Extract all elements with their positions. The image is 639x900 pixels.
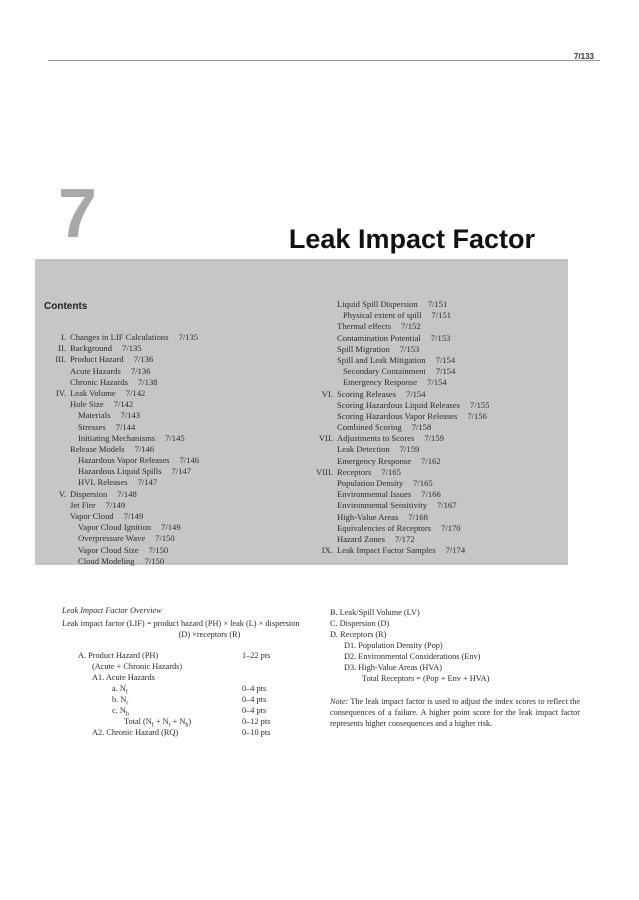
- toc-entry: [311, 366, 489, 377]
- toc-title: HVL Releases: [78, 477, 128, 488]
- toc-entry: [44, 556, 199, 567]
- note-label: Note:: [330, 697, 349, 706]
- toc-title: Changes in LIF Calculations: [70, 332, 169, 342]
- toc-page: 7/143: [120, 410, 141, 421]
- toc-roman: I.: [60, 332, 66, 342]
- toc-page: 7/151: [427, 299, 448, 309]
- toc-title: Secondary Containment: [343, 366, 426, 377]
- toc-entry: [311, 310, 489, 321]
- overview-item-label: Total $(N_f + N_r + N_h)$: [124, 717, 192, 729]
- toc-roman: V.: [58, 488, 66, 499]
- toc-title: Environmental Issues: [337, 489, 412, 500]
- toc-title: Leak Detection: [337, 444, 390, 455]
- overview-item-label: (Acute + Chronic Hazards): [92, 662, 183, 671]
- toc-title: Scoring Hazardous Vapor Releases: [337, 410, 458, 421]
- toc-title: Cloud Modeling: [78, 555, 135, 566]
- toc-title: Vapor Cloud Size: [78, 544, 139, 555]
- receptor-line: D3. High-Value Areas (HVA): [344, 663, 443, 672]
- toc-entry: [311, 422, 489, 433]
- toc-page: 7/158: [411, 422, 432, 433]
- toc-entry: [311, 545, 489, 556]
- overview-item-points: 0–10 pts: [242, 728, 271, 737]
- toc-entry: [311, 411, 489, 422]
- toc-title: Combined Scoring: [337, 422, 402, 433]
- toc-page: 7/159: [399, 444, 420, 455]
- toc-title: Contamination Potential: [337, 332, 421, 343]
- receptor-line: Total Receptors = (Pop + Env + HVA): [362, 674, 490, 683]
- toc-page: 7/136: [130, 365, 151, 376]
- overview-item: [62, 716, 317, 727]
- toc-title: Stresses: [78, 421, 106, 432]
- toc-entry: [311, 456, 489, 467]
- toc-title: Release Models: [70, 443, 125, 454]
- toc-roman: IX.: [321, 545, 333, 556]
- receptor-line: C. Dispersion (D): [330, 619, 390, 628]
- toc-title: Hazardous Liquid Spills: [78, 466, 162, 477]
- toc-page: 7/148: [117, 488, 137, 499]
- toc-title: Vapor Cloud Ignition: [78, 522, 152, 533]
- overview-item-label: A1. Acute Hazards: [92, 673, 155, 682]
- receptor-line: B. Leak/Spill Volume (LV): [330, 608, 420, 617]
- toc-roman: VII.: [318, 433, 333, 444]
- right-column: [330, 607, 580, 729]
- toc-left-column: [44, 332, 199, 567]
- toc-page: 7/142: [113, 399, 134, 410]
- toc-entry: [44, 433, 199, 444]
- toc-page: 7/167: [437, 500, 457, 511]
- toc-entry: [311, 321, 489, 332]
- toc-page: 7/151: [431, 310, 452, 321]
- toc-page: 7/146: [134, 443, 155, 454]
- toc-page: 7/142: [125, 387, 146, 398]
- overview-item-label: c. $N_h$: [112, 706, 129, 718]
- toc-page: 7/135: [178, 332, 199, 342]
- overview-item: [62, 672, 317, 683]
- toc-page: 7/154: [405, 388, 426, 399]
- overview-item: [62, 661, 317, 672]
- contents-box: [35, 259, 568, 565]
- toc-entry: [311, 389, 489, 400]
- overview-item: [62, 727, 317, 738]
- toc-entry: [44, 533, 199, 544]
- toc-roman: III.: [55, 354, 66, 365]
- overview-items: [62, 650, 317, 738]
- toc-entry: [44, 545, 199, 556]
- toc-title: Dispersion: [70, 488, 108, 499]
- toc-entry: [44, 388, 199, 399]
- toc-page: 7/138: [138, 376, 158, 387]
- receptor-line: D1. Population Density (Pop): [344, 641, 443, 650]
- toc-page: 7/155: [469, 399, 490, 410]
- toc-entry: [44, 489, 199, 500]
- toc-page: 7/168: [408, 511, 428, 522]
- formula-line-2: (D) ×receptors (R): [178, 630, 241, 639]
- toc-title: Vapor Cloud: [70, 511, 114, 521]
- toc-entry: [311, 489, 489, 500]
- toc-title: Product Hazard: [70, 354, 124, 365]
- overview-item: [62, 650, 317, 661]
- toc-page: 7/150: [144, 555, 165, 566]
- toc-roman: VIII.: [316, 466, 333, 477]
- contents-heading: Contents: [44, 301, 88, 312]
- overview-item-points: 0–12 pts: [242, 717, 271, 726]
- toc-title: Leak Impact Factor Samples: [337, 545, 436, 556]
- overview-item-label: A. Product Hazard (PH): [78, 651, 159, 660]
- toc-entry: [311, 344, 489, 355]
- toc-title: Scoring Releases: [337, 388, 396, 399]
- toc-page: 7/147: [137, 477, 158, 488]
- toc-page: 7/147: [171, 466, 192, 477]
- overview-item-label: a. $N_f$: [112, 684, 128, 696]
- toc-entry: [311, 299, 489, 310]
- overview-item: [62, 683, 317, 694]
- page-number: 7/133: [573, 52, 594, 61]
- toc-title: Jet Fire: [70, 499, 96, 510]
- toc-roman: IV.: [55, 387, 66, 398]
- toc-page: 7/156: [467, 410, 487, 421]
- toc-entry: [311, 377, 489, 388]
- toc-entry: [44, 343, 199, 354]
- overview-item-label: b. $N_r$: [112, 695, 129, 707]
- toc-page: 7/135: [122, 343, 142, 354]
- toc-entry: [44, 477, 199, 488]
- toc-title: Hazardous Vapor Releases: [78, 455, 170, 466]
- toc-roman: VI.: [321, 388, 333, 399]
- toc-title: Environmental Sensitivity: [337, 500, 427, 511]
- toc-title: Physical extent of spill: [343, 310, 422, 321]
- toc-entry: [44, 422, 199, 433]
- toc-title: Background: [70, 343, 113, 354]
- toc-entry: [44, 466, 199, 477]
- toc-page: 7/172: [394, 533, 415, 544]
- overview-section: [62, 605, 317, 738]
- toc-page: 7/150: [155, 533, 175, 544]
- toc-page: 7/152: [401, 321, 421, 332]
- toc-right-column: [311, 299, 489, 556]
- toc-page: 7/136: [133, 354, 154, 365]
- toc-title: Emergency Response: [343, 377, 418, 388]
- toc-title: Chronic Hazards: [70, 376, 128, 387]
- overview-item-points: 1–22 pts: [242, 651, 271, 660]
- toc-page: 7/162: [421, 455, 441, 466]
- toc-title: Emergency Response: [337, 455, 412, 466]
- toc-entry: [311, 444, 489, 455]
- toc-page: 7/149: [123, 511, 144, 521]
- overview-item-points: 0–4 pts: [242, 695, 267, 704]
- chapter-title: Leak Impact Factor: [288, 224, 535, 254]
- toc-title: Hole Size: [70, 399, 104, 410]
- toc-entry: [311, 500, 489, 511]
- toc-page: 7/154: [435, 366, 456, 377]
- toc-entry: [44, 377, 199, 388]
- overview-item-label: A2. Chronic Hazard (RQ): [92, 728, 179, 737]
- toc-title: Overpressure Wave: [78, 533, 146, 544]
- toc-page: 7/144: [115, 421, 136, 432]
- receptors-list: [330, 607, 580, 684]
- toc-page: 7/165: [413, 478, 433, 488]
- chapter-number: 7: [58, 174, 97, 252]
- toc-title: Initiating Mechanisms: [78, 432, 156, 443]
- toc-entry: [44, 354, 199, 365]
- overview-item: [62, 705, 317, 716]
- toc-page: 7/153: [430, 332, 451, 343]
- toc-page: 7/145: [165, 432, 185, 443]
- overview-item-points: 0–4 pts: [242, 684, 267, 693]
- receptor-line: D. Receptors (R): [330, 630, 387, 639]
- toc-entry: [311, 467, 489, 478]
- toc-page: 7/149: [105, 499, 126, 510]
- toc-title: Adjustments to Scores: [337, 433, 415, 444]
- toc-entry: [311, 355, 489, 366]
- toc-page: 7/149: [161, 522, 181, 533]
- formula-line-1: Leak impact factor (LIF) = product hazard (PH) × leak (L) × dispersion: [62, 619, 300, 628]
- toc-entry: [44, 455, 199, 466]
- toc-title: High-Value Areas: [337, 511, 399, 522]
- toc-page: 7/153: [399, 343, 420, 354]
- toc-page: 7/165: [381, 466, 401, 477]
- toc-entry: [44, 500, 199, 511]
- toc-entry: [44, 332, 199, 343]
- note-paragraph: [330, 696, 580, 729]
- toc-entry: [311, 523, 489, 534]
- toc-title: Scoring Hazardous Liquid Releases: [337, 399, 460, 410]
- receptor-line: D2. Environmental Considerations (Env): [344, 652, 481, 661]
- toc-entry: [44, 444, 199, 455]
- overview-item: [62, 694, 317, 705]
- toc-page: 7/146: [179, 455, 200, 466]
- toc-title: Spill Migration: [337, 343, 390, 354]
- toc-entry: [311, 400, 489, 411]
- toc-page: 7/150: [148, 544, 169, 555]
- toc-entry: [311, 433, 489, 444]
- toc-page: 7/159: [424, 433, 444, 444]
- note-text: The leak impact factor is used to adjust the index scores to reflect the consequences of a failure. A higher point score for the leak impact factor represents higher consequences and a higher risk.: [330, 697, 581, 728]
- toc-entry: [311, 512, 489, 523]
- toc-title: Equivalencies of Receptors: [337, 522, 432, 533]
- toc-page: 7/154: [435, 354, 456, 365]
- toc-page: 7/154: [427, 377, 447, 388]
- overview-title: Leak Impact Factor Overview: [62, 606, 162, 615]
- toc-page: 7/174: [445, 545, 466, 556]
- toc-title: Materials: [78, 410, 111, 421]
- toc-title: Spill and Leak Mitigation: [337, 354, 426, 365]
- header-rule: [48, 60, 600, 61]
- toc-entry: [44, 410, 199, 421]
- toc-title: Leak Volume: [70, 387, 116, 398]
- toc-entry: [44, 522, 199, 533]
- toc-entry: [44, 366, 199, 377]
- toc-title: Receptors: [337, 466, 372, 477]
- toc-title: Population Density: [337, 478, 404, 488]
- toc-entry: [44, 511, 199, 522]
- toc-entry: [311, 534, 489, 545]
- toc-entry: [311, 478, 489, 489]
- toc-entry: [44, 399, 199, 410]
- toc-page: 7/170: [441, 522, 461, 533]
- toc-title: Thermal effects: [337, 321, 392, 332]
- toc-title: Hazard Zones: [337, 533, 385, 544]
- toc-page: 7/166: [421, 489, 441, 500]
- toc-entry: [311, 333, 489, 344]
- toc-title: Acute Hazards: [70, 365, 121, 376]
- toc-title: Liquid Spill Dispersion: [337, 299, 418, 309]
- overview-item-points: 0–4 pts: [242, 706, 267, 715]
- toc-roman: II.: [58, 343, 66, 354]
